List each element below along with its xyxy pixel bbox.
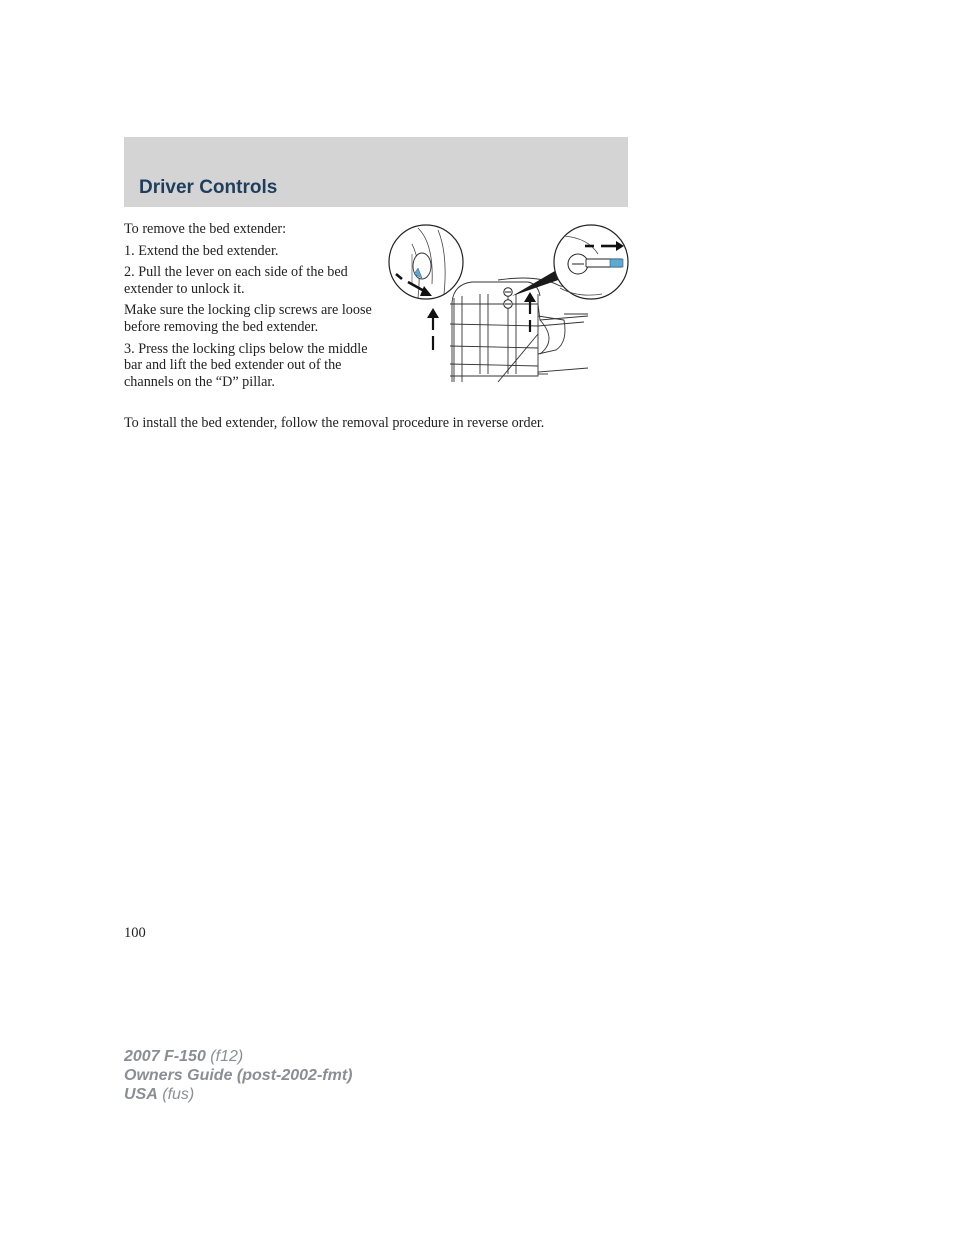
step-3: 3. Press the locking clips below the middle bar and lift the bed extender out of the channels on the “D” pillar. [124,340,368,390]
footer-guide: Owners Guide (post-2002-fmt) [124,1067,353,1084]
locking-clip-zoom-detail [554,225,628,299]
instructions [124,221,378,395]
install-note: To install the bed extender, follow the removal procedure in reverse order. [124,415,545,431]
footer-model-code: (f12) [210,1048,244,1065]
footer-region: USA [124,1086,158,1103]
step-2: 2. Pull the lever on each side of the bed extender to unlock it. [124,264,348,297]
tailgate-drawing [450,278,588,382]
page-number: 100 [124,925,146,941]
lift-arrow-left [427,308,439,350]
step-1: 1. Extend the bed extender. [124,242,279,259]
lever-zoom-detail [389,225,463,299]
footer-model: 2007 F-150 [124,1048,206,1065]
intro-text: To remove the bed extender: [124,221,287,237]
footer-line-guide [124,1066,352,1085]
document-footer [124,1047,352,1104]
bed-extender-removal-illustration [388,224,630,386]
caution-note: Make sure the locking clip screws are loose before removing the bed extender. [124,302,372,335]
footer-region-code: (fus) [162,1086,195,1103]
footer-line-region [124,1085,352,1104]
section-title: Driver Controls [139,177,278,198]
section-header [124,137,628,207]
footer-line-model [124,1047,352,1066]
